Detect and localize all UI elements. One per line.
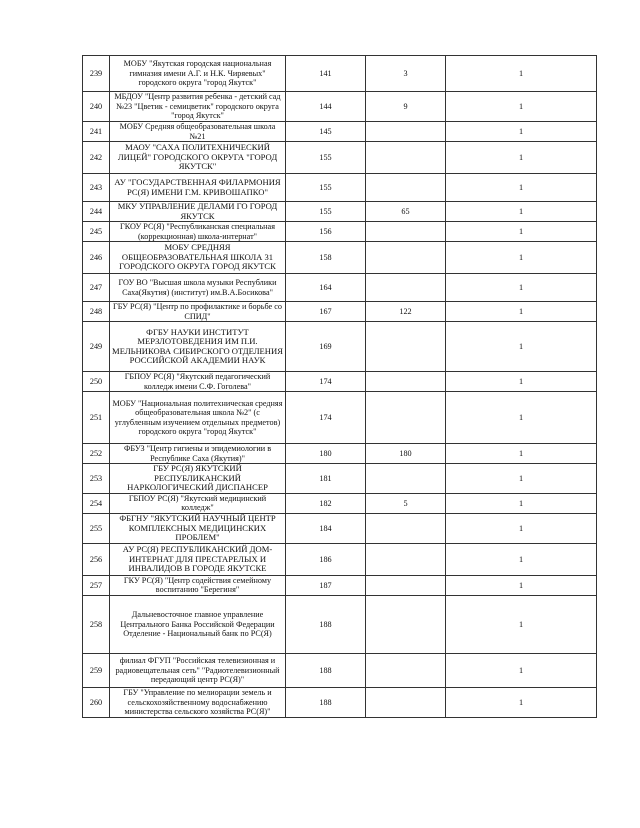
table-row	[83, 56, 597, 92]
code-cell: 187	[286, 575, 366, 595]
row-number-cell: 239	[83, 56, 110, 92]
count-cell	[366, 372, 446, 392]
code-cell: 188	[286, 687, 366, 717]
organization-name-cell: ФБУЗ "Центр гигиены и эпидемиологии в Республике Саха (Якутия)"	[110, 444, 286, 464]
flag-cell: 1	[446, 687, 597, 717]
flag-cell: 1	[446, 242, 597, 274]
flag-cell: 1	[446, 392, 597, 444]
organization-name-cell: ФГБУ НАУКИ ИНСТИТУТ МЕРЗЛОТОВЕДЕНИЯ ИМ П.И. МЕЛЬНИКОВА СИБИРСКОГО ОТДЕЛЕНИЯ РОССИЙСКОЙ АКАДЕМИИ НАУК	[110, 322, 286, 372]
row-number-cell: 246	[83, 242, 110, 274]
code-cell: 155	[286, 142, 366, 174]
organization-name-cell: ФБГНУ "ЯКУТСКИЙ НАУЧНЫЙ ЦЕНТР КОМПЛЕКСНЫХ МЕДИЦИНСКИХ ПРОБЛЕМ"	[110, 513, 286, 543]
count-cell	[366, 274, 446, 302]
row-number-cell: 251	[83, 392, 110, 444]
flag-cell: 1	[446, 595, 597, 653]
code-cell: 141	[286, 56, 366, 92]
table-row	[83, 222, 597, 242]
code-cell: 184	[286, 513, 366, 543]
count-cell	[366, 464, 446, 494]
table-row	[83, 372, 597, 392]
organization-name-cell: МБДОУ "Центр развития ребенка - детский сад №23 "Цветик - семицветик" городского округа "город Якутск"	[110, 92, 286, 122]
row-number-cell: 240	[83, 92, 110, 122]
count-cell	[366, 242, 446, 274]
flag-cell: 1	[446, 575, 597, 595]
flag-cell: 1	[446, 653, 597, 687]
count-cell	[366, 392, 446, 444]
organization-name-cell: ГОУ ВО "Высшая школа музыки Республики Саха(Якутия) (институт) им.В.А.Босикова"	[110, 274, 286, 302]
count-cell: 65	[366, 202, 446, 222]
row-number-cell: 249	[83, 322, 110, 372]
code-cell: 182	[286, 493, 366, 513]
code-cell: 188	[286, 653, 366, 687]
organization-name-cell: ГБУ "Управление по мелиорации земель и сельскохозяйственному водоснабжению министерства сельского хозяйства РС(Я)"	[110, 687, 286, 717]
count-cell	[366, 174, 446, 202]
row-number-cell: 258	[83, 595, 110, 653]
organization-name-cell: МОБУ СРЕДНЯЯ ОБЩЕОБРАЗОВАТЕЛЬНАЯ ШКОЛА 31 ГОРОДСКОГО ОКРУГА ГОРОД ЯКУТСК	[110, 242, 286, 274]
count-cell: 5	[366, 493, 446, 513]
table-row	[83, 92, 597, 122]
flag-cell: 1	[446, 222, 597, 242]
flag-cell: 1	[446, 322, 597, 372]
organization-name-cell: ГБПОУ РС(Я) "Якутский медицинский колледж"	[110, 493, 286, 513]
organization-name-cell: МОБУ "Национальная политехническая средняя общеобразовательная школа №2" (с углубленным изучением отдельных предметов) городского округа "город Якутск"	[110, 392, 286, 444]
flag-cell: 1	[446, 464, 597, 494]
code-cell: 158	[286, 242, 366, 274]
row-number-cell: 257	[83, 575, 110, 595]
flag-cell: 1	[446, 543, 597, 575]
code-cell: 164	[286, 274, 366, 302]
code-cell: 156	[286, 222, 366, 242]
flag-cell: 1	[446, 302, 597, 322]
table-row	[83, 687, 597, 717]
row-number-cell: 260	[83, 687, 110, 717]
organization-name-cell: ГКОУ РС(Я) "Республиканская специальная (коррекционная) школа-интернат"	[110, 222, 286, 242]
count-cell: 3	[366, 56, 446, 92]
code-cell: 180	[286, 444, 366, 464]
count-cell	[366, 595, 446, 653]
code-cell: 167	[286, 302, 366, 322]
count-cell	[366, 122, 446, 142]
count-cell	[366, 513, 446, 543]
flag-cell: 1	[446, 174, 597, 202]
organization-name-cell: МОБУ "Якутская городская национальная гимназия имени А.Г. и Н.К. Чиряевых" городского округа "город Якутск"	[110, 56, 286, 92]
organization-name-cell: МОБУ Средняя общеобразовательная школа №21	[110, 122, 286, 142]
row-number-cell: 242	[83, 142, 110, 174]
organization-name-cell: МКУ УПРАВЛЕНИЕ ДЕЛАМИ ГО ГОРОД ЯКУТСК	[110, 202, 286, 222]
count-cell	[366, 653, 446, 687]
row-number-cell: 252	[83, 444, 110, 464]
organization-name-cell: АУ "ГОСУДАРСТВЕННАЯ ФИЛАРМОНИЯ РС(Я) ИМЕНИ Г.М. КРИВОШАПКО"	[110, 174, 286, 202]
table-row	[83, 595, 597, 653]
count-cell: 180	[366, 444, 446, 464]
table-row	[83, 513, 597, 543]
count-cell	[366, 543, 446, 575]
count-cell	[366, 322, 446, 372]
flag-cell: 1	[446, 92, 597, 122]
row-number-cell: 255	[83, 513, 110, 543]
flag-cell: 1	[446, 202, 597, 222]
flag-cell: 1	[446, 513, 597, 543]
count-cell	[366, 575, 446, 595]
organization-name-cell: Дальневосточное главное управление Центрального Банка Российской Федерации Отделение - Национальный банк по РС(Я)	[110, 595, 286, 653]
row-number-cell: 253	[83, 464, 110, 494]
flag-cell: 1	[446, 493, 597, 513]
row-number-cell: 244	[83, 202, 110, 222]
flag-cell: 1	[446, 372, 597, 392]
code-cell: 181	[286, 464, 366, 494]
count-cell: 122	[366, 302, 446, 322]
table-row	[83, 142, 597, 174]
row-number-cell: 243	[83, 174, 110, 202]
flag-cell: 1	[446, 122, 597, 142]
code-cell: 169	[286, 322, 366, 372]
row-number-cell: 248	[83, 302, 110, 322]
table-row	[83, 392, 597, 444]
row-number-cell: 245	[83, 222, 110, 242]
organization-name-cell: филиал ФГУП "Российская телевизионная и радиовещательная сеть" "Радиотелевизионный передающий центр РС(Я)"	[110, 653, 286, 687]
table-row	[83, 202, 597, 222]
table-row	[83, 444, 597, 464]
code-cell: 174	[286, 372, 366, 392]
count-cell	[366, 222, 446, 242]
table-row	[83, 493, 597, 513]
table-row	[83, 242, 597, 274]
table-row	[83, 653, 597, 687]
row-number-cell: 247	[83, 274, 110, 302]
row-number-cell: 259	[83, 653, 110, 687]
organization-name-cell: АУ РС(Я) РЕСПУБЛИКАНСКИЙ ДОМ-ИНТЕРНАТ ДЛЯ ПРЕСТАРЕЛЫХ И ИНВАЛИДОВ В ГОРОДЕ ЯКУТСКЕ	[110, 543, 286, 575]
flag-cell: 1	[446, 274, 597, 302]
code-cell: 144	[286, 92, 366, 122]
row-number-cell: 250	[83, 372, 110, 392]
code-cell: 145	[286, 122, 366, 142]
flag-cell: 1	[446, 56, 597, 92]
organization-name-cell: МАОУ "САХА ПОЛИТЕХНИЧЕСКИЙ ЛИЦЕЙ" ГОРОДСКОГО ОКРУГА "ГОРОД ЯКУТСК"	[110, 142, 286, 174]
organization-name-cell: ГБУ РС(Я) "Центр по профилактике и борьбе со СПИД"	[110, 302, 286, 322]
table-row	[83, 274, 597, 302]
table-row	[83, 322, 597, 372]
table-row	[83, 302, 597, 322]
row-number-cell: 254	[83, 493, 110, 513]
table-row	[83, 174, 597, 202]
table-row	[83, 122, 597, 142]
table-body	[83, 56, 597, 718]
count-cell	[366, 142, 446, 174]
code-cell: 186	[286, 543, 366, 575]
organization-name-cell: ГКУ РС(Я) "Центр содействия семейному воспитанию "Берегиня"	[110, 575, 286, 595]
count-cell: 9	[366, 92, 446, 122]
organizations-table	[82, 55, 597, 718]
flag-cell: 1	[446, 444, 597, 464]
code-cell: 174	[286, 392, 366, 444]
code-cell: 188	[286, 595, 366, 653]
table-row	[83, 575, 597, 595]
organization-name-cell: ГБУ РС(Я) ЯКУТСКИЙ РЕСПУБЛИКАНСКИЙ НАРКОЛОГИЧЕСКИЙ ДИСПАНСЕР	[110, 464, 286, 494]
table-row	[83, 464, 597, 494]
code-cell: 155	[286, 174, 366, 202]
row-number-cell: 241	[83, 122, 110, 142]
organization-name-cell: ГБПОУ РС(Я) "Якутский педагогический колледж имени С.Ф. Гоголева"	[110, 372, 286, 392]
code-cell: 155	[286, 202, 366, 222]
row-number-cell: 256	[83, 543, 110, 575]
count-cell	[366, 687, 446, 717]
flag-cell: 1	[446, 142, 597, 174]
table-row	[83, 543, 597, 575]
